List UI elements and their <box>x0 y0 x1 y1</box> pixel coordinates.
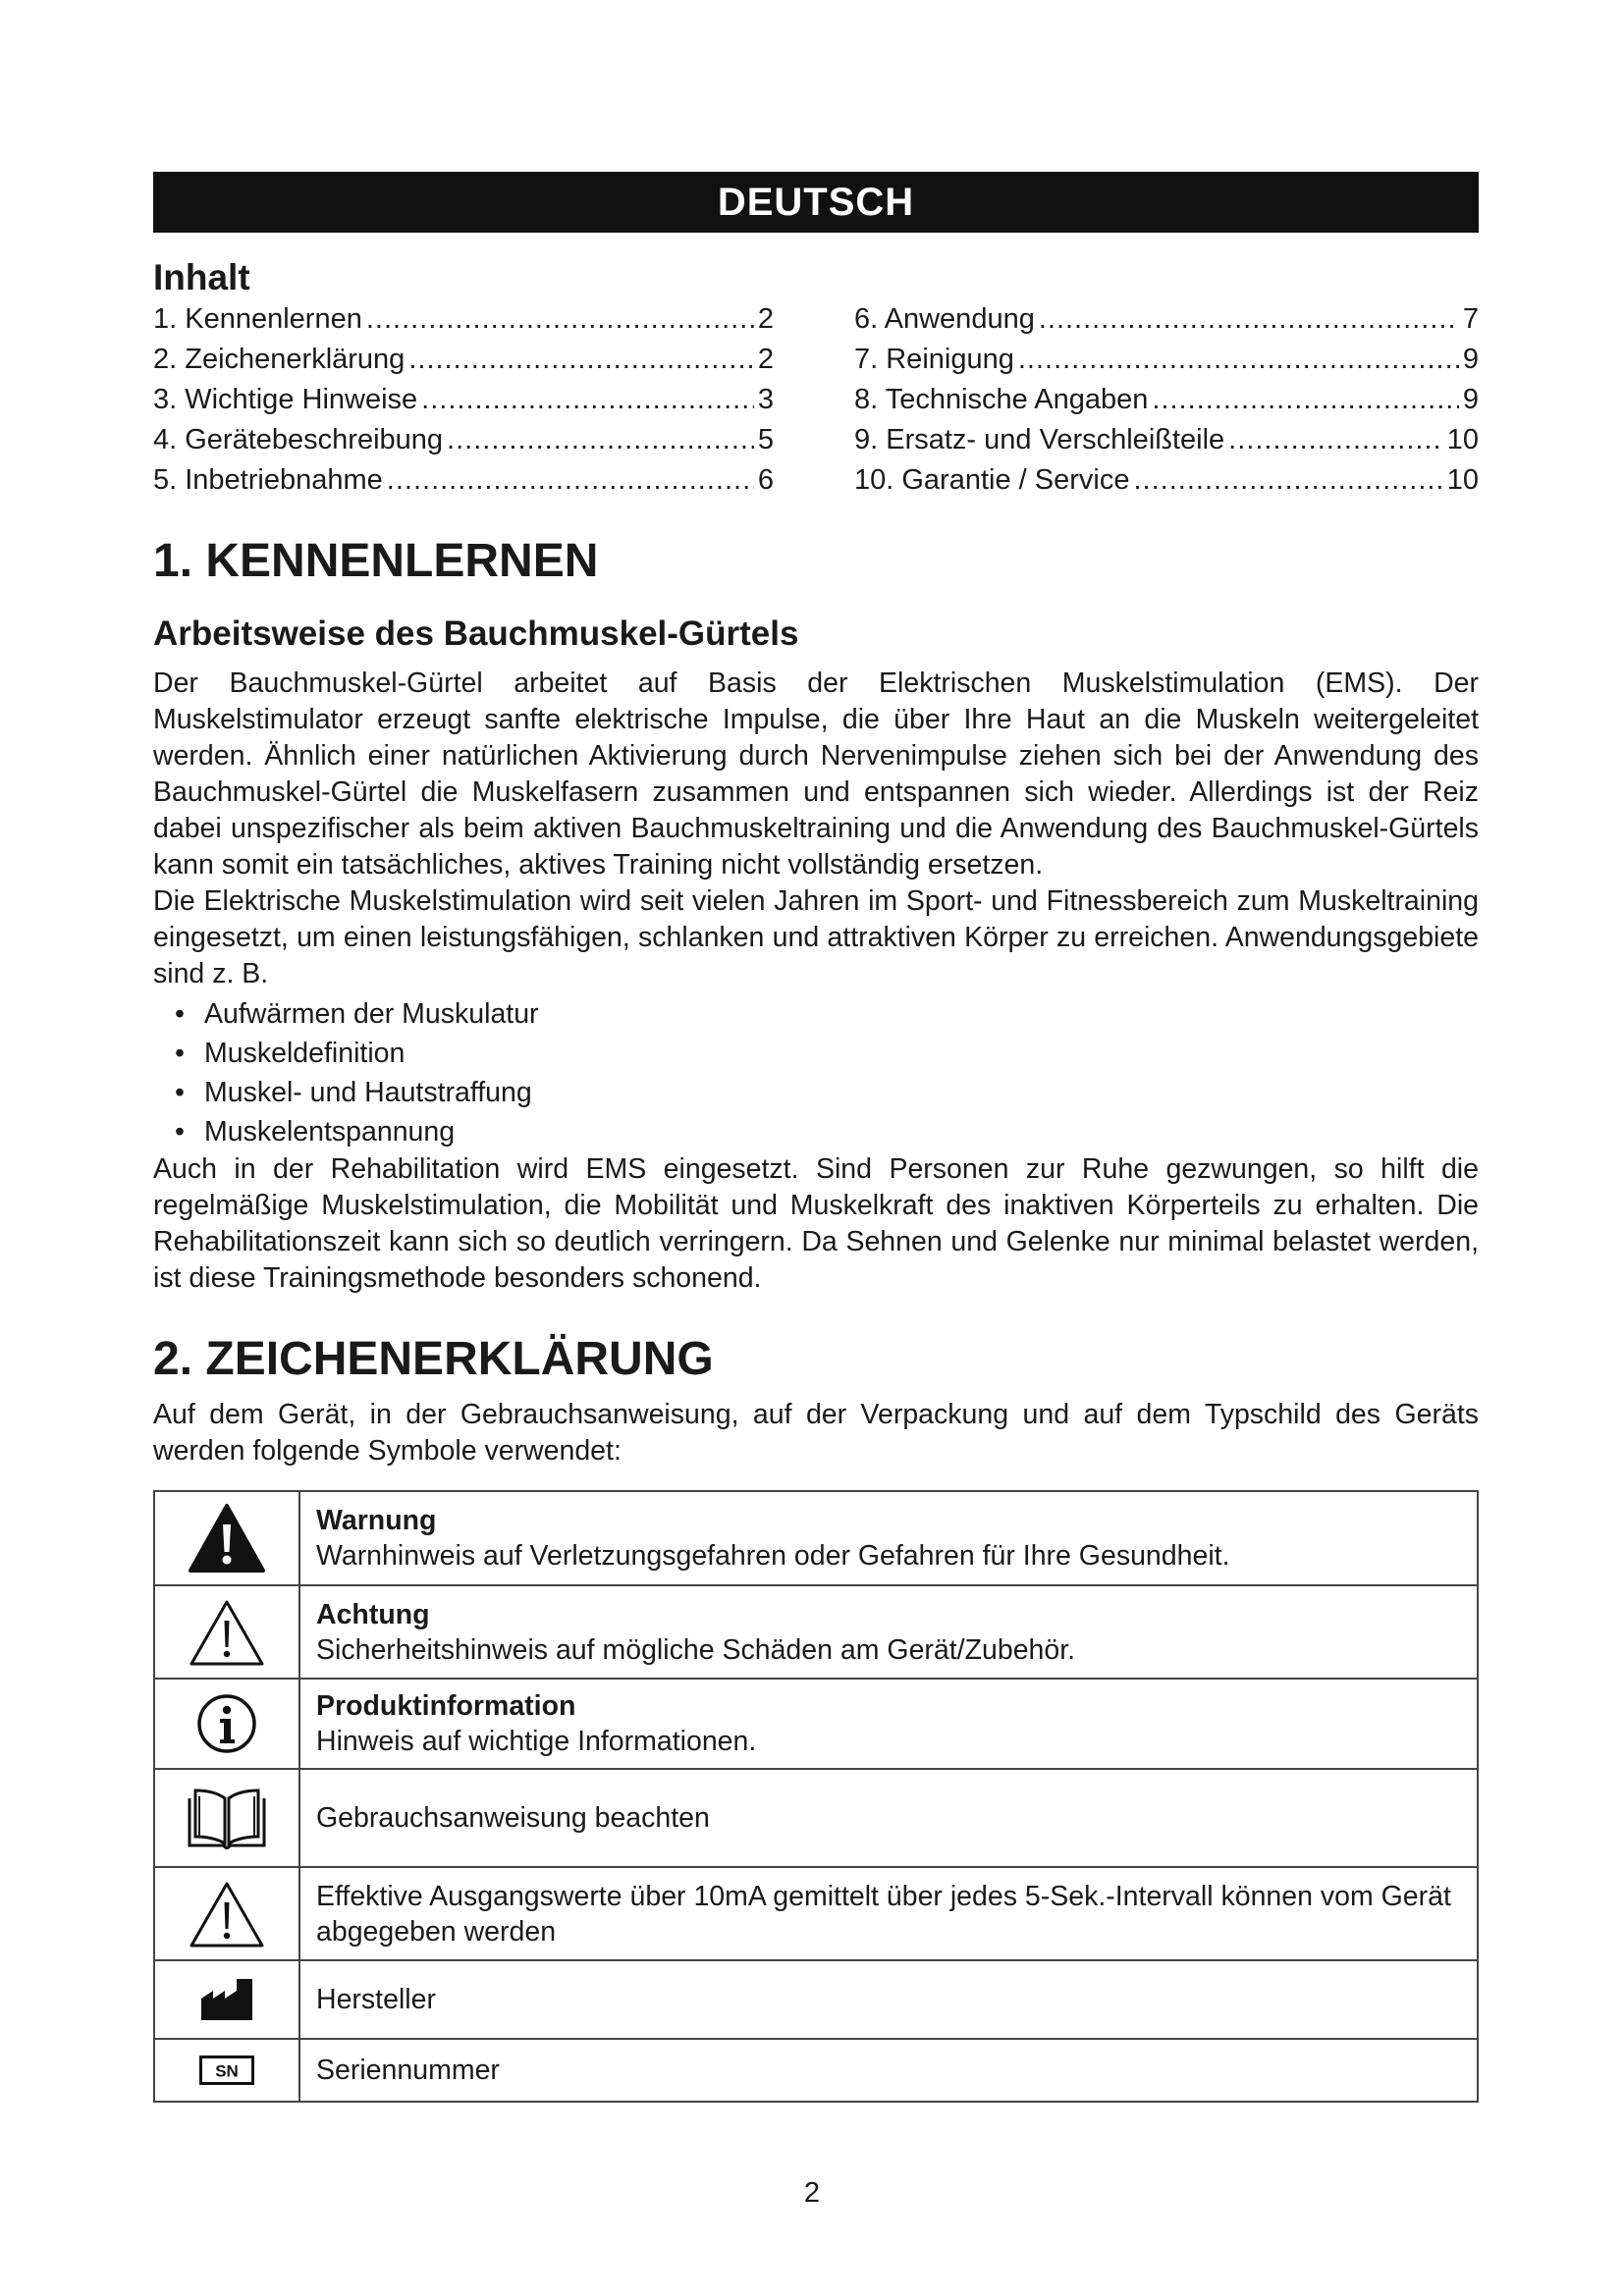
symbol-text: Effektive Ausgangswerte über 10mA gemittelt über jedes 5-Sek.-Intervall können vom Gerät abgegeben werden <box>316 1880 1451 1948</box>
list-item: • Muskeldefinition <box>153 1034 1479 1073</box>
toc-left-column <box>153 299 774 501</box>
table-row <box>154 1585 1478 1679</box>
list-item: • Muskel- und Hautstraffung <box>153 1073 1479 1112</box>
toc-entry-label: 4. Gerätebeschreibung <box>153 424 444 455</box>
toc-entry-page: 10 <box>1446 424 1479 455</box>
symbol-description <box>299 1585 1478 1679</box>
section-2-intro: Auf dem Gerät, in der Gebrauchsanweisung, auf der Verpackung und auf dem Typschild des Geräts werden folgende Symbole verwendet: <box>153 1399 1479 1467</box>
application-list <box>153 994 1479 1151</box>
toc-entry-label: 2. Zeichenerklärung <box>153 344 406 375</box>
toc-entry-label: 1. Kennenlernen <box>153 303 362 335</box>
symbol-cell <box>154 1491 299 1585</box>
toc-leader <box>1133 460 1442 501</box>
symbol-description <box>299 2039 1478 2102</box>
page-number: 2 <box>803 2177 821 2209</box>
symbol-cell <box>154 1960 299 2039</box>
toc-entry-page: 10 <box>1446 464 1479 496</box>
caution-triangle-icon <box>188 1879 266 1949</box>
toc-leader <box>447 420 754 460</box>
table-of-contents <box>153 299 1479 501</box>
toc-entry[interactable] <box>854 299 1479 340</box>
symbol-description <box>299 1867 1478 1960</box>
symbol-text: Warnhinweis auf Verletzungsgefahren oder Gefahren für Ihre Gesundheit. <box>316 1540 1230 1572</box>
toc-entry-page: 7 <box>1462 303 1479 335</box>
section-1-paragraph-1: Der Bauchmuskel-Gürtel arbeitet auf Basis der Elektrischen Muskelstimulation (EMS). Der Muskelstimulator erzeugt sanfte elektrische Impulse, die über Ihre Haut an die Muskeln weitergeleitet werden. Ähnlich einer natürlichen Aktivierung durch Nervenimpulse ziehen sich bei der Anwendung des Bauchmuskel-Gürtel die Muskelfasern zusammen und entspannen sich wieder. Allerdings ist der Reiz dabei unspezifischer als beim aktiven Bauchmuskeltraining und die Anwendung des Bauchmuskel-Gürtels kann somit ein tatsächliches, aktives Training nicht vollständig ersetzen. <box>153 667 1479 881</box>
symbol-description <box>299 1960 1478 2039</box>
toc-entry-label: 9. Ersatz- und Verschleißteile <box>854 424 1225 455</box>
toc-entry-label: 10. Garantie / Service <box>854 464 1130 496</box>
section-1-subtitle: Arbeitsweise des Bauchmuskel-Gürtels <box>153 614 799 653</box>
symbol-description <box>299 1679 1478 1769</box>
section-1-paragraph-2: Die Elektrische Muskelstimulation wird seit vielen Jahren im Sport- und Fitnessbereich zum Muskeltraining eingesetzt, um einen leistungsfähigen, schlanken und attraktiven Körper zu erreichen. Anwendungsgebiete sind z. B. <box>153 885 1479 989</box>
caution-triangle-icon <box>188 1597 266 1668</box>
symbol-description <box>299 1769 1478 1867</box>
toc-entry-label: 7. Reinigung <box>854 344 1014 375</box>
toc-leader <box>1228 420 1443 460</box>
toc-entry[interactable] <box>153 420 774 460</box>
symbol-cell <box>154 1679 299 1769</box>
list-item: • Muskelentspannung <box>153 1112 1479 1151</box>
table-row <box>154 1491 1478 1585</box>
serial-number-icon <box>199 2056 254 2085</box>
toc-leader <box>1039 299 1459 340</box>
table-row <box>154 1867 1478 1960</box>
toc-entry-label: 5. Inbetriebnahme <box>153 464 383 496</box>
section-1-paragraph-3: Auch in der Rehabilitation wird EMS eingesetzt. Sind Personen zur Ruhe gezwungen, so hilft die regelmäßige Muskelstimulation, die Mobilität und Muskelkraft des inaktiven Körperteils zu erhalten. Die Rehabilitationszeit kann sich so deutlich verringern. Da Sehnen und Gelenke nur minimal belastet werden, ist diese Trainingsmethode besonders schonend. <box>153 1153 1479 1294</box>
toc-title: Inhalt <box>153 257 250 297</box>
toc-entry[interactable] <box>153 380 774 420</box>
section-1-title: 1. KENNENLERNEN <box>153 535 599 587</box>
symbol-text: Hersteller <box>316 1984 436 2015</box>
table-row <box>154 1769 1478 1867</box>
toc-right-column <box>854 299 1479 501</box>
toc-entry[interactable] <box>153 340 774 380</box>
info-circle-icon <box>196 1693 257 1754</box>
toc-leader <box>1018 340 1459 380</box>
symbol-cell <box>154 1867 299 1960</box>
toc-entry-label: 8. Technische Angaben <box>854 384 1149 415</box>
toc-leader <box>1152 380 1458 420</box>
symbol-description <box>299 1491 1478 1585</box>
section-2-title: 2. ZEICHENERKLÄRUNG <box>153 1333 714 1385</box>
toc-leader <box>421 380 754 420</box>
factory-icon <box>199 1977 254 2022</box>
toc-entry-page: 6 <box>757 464 774 496</box>
symbol-text: Hinweis auf wichtige Informationen. <box>316 1726 757 1757</box>
symbol-cell <box>154 1769 299 1867</box>
book-icon <box>186 1787 268 1849</box>
toc-entry[interactable] <box>854 460 1479 501</box>
table-row <box>154 1679 1478 1769</box>
list-item: • Aufwärmen der Muskulatur <box>153 994 1479 1034</box>
toc-entry[interactable] <box>854 340 1479 380</box>
symbol-text: Gebrauchsanweisung beachten <box>316 1802 710 1834</box>
symbol-table <box>153 1490 1479 2103</box>
toc-leader <box>366 299 754 340</box>
symbol-cell <box>154 1585 299 1679</box>
toc-entry-page: 3 <box>757 384 774 415</box>
language-header: DEUTSCH <box>153 172 1479 233</box>
toc-leader <box>408 340 754 380</box>
toc-entry[interactable] <box>854 420 1479 460</box>
table-row <box>154 2039 1478 2102</box>
symbol-heading: Warnung <box>316 1505 437 1536</box>
table-row <box>154 1960 1478 2039</box>
serial-number-icon-text: SN <box>215 2061 239 2081</box>
toc-entry[interactable] <box>153 299 774 340</box>
symbol-cell <box>154 2039 299 2102</box>
symbol-heading: Produktinformation <box>316 1690 576 1722</box>
symbol-text: Seriennummer <box>316 2055 500 2086</box>
toc-entry-label: 3. Wichtige Hinweise <box>153 384 418 415</box>
symbol-text: Sicherheitshinweis auf mögliche Schäden am Gerät/Zubehör. <box>316 1633 1076 1666</box>
toc-entry-page: 5 <box>757 424 774 455</box>
toc-entry-label: 6. Anwendung <box>854 303 1035 335</box>
page <box>153 172 1479 2103</box>
toc-entry-page: 9 <box>1462 384 1479 415</box>
symbol-heading: Achtung <box>316 1598 430 1630</box>
toc-leader <box>387 460 754 501</box>
toc-entry-page: 9 <box>1462 344 1479 375</box>
toc-entry[interactable] <box>854 380 1479 420</box>
toc-entry-page: 2 <box>757 344 774 375</box>
toc-entry[interactable] <box>153 460 774 501</box>
toc-entry-page: 2 <box>757 303 774 335</box>
warning-filled-icon <box>188 1503 266 1574</box>
